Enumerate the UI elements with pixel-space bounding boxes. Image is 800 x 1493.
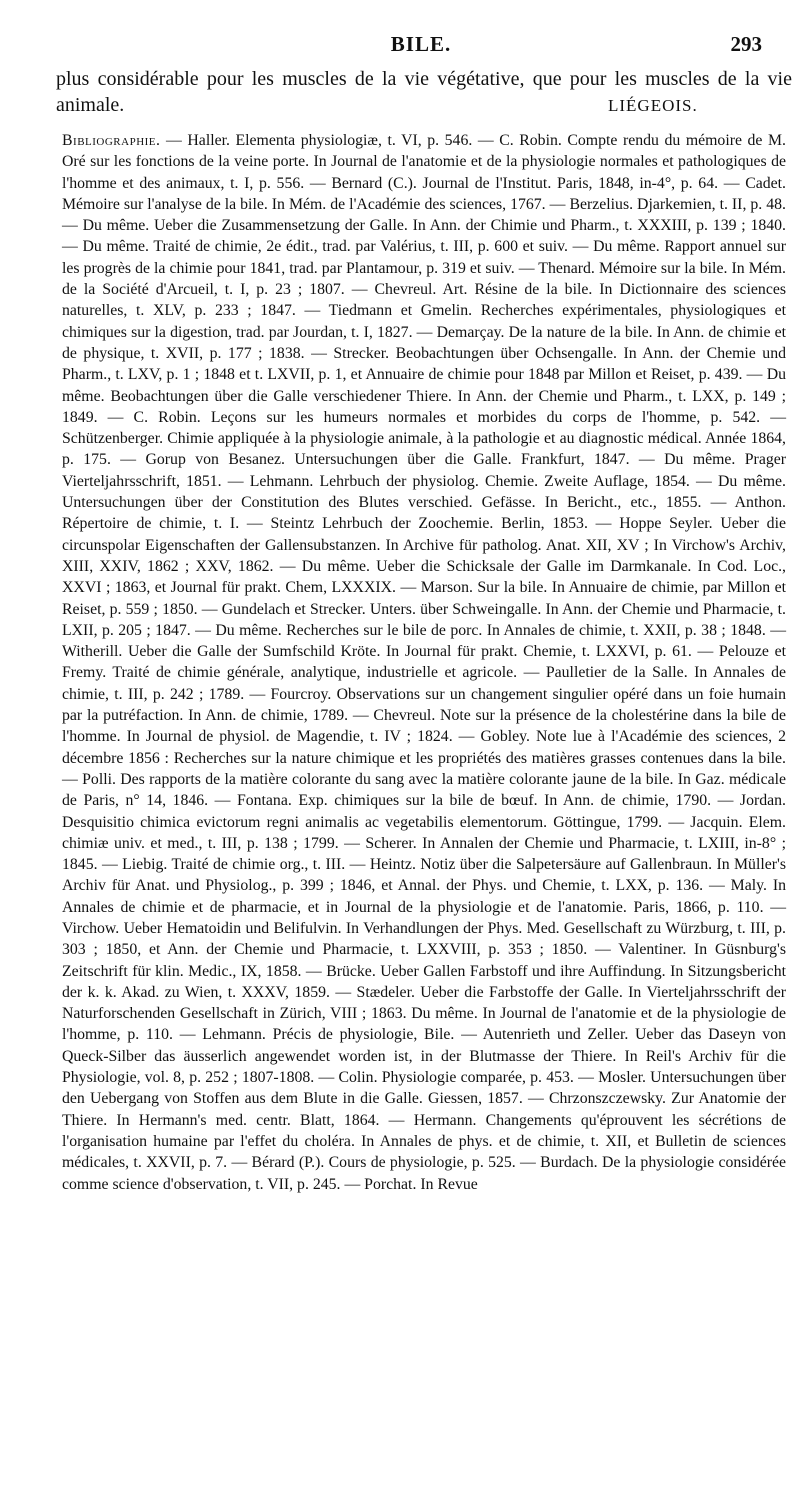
intro-paragraph: plus considérable pour les muscles de la vie végétative, que pour les muscles de la vie animale.: [56, 68, 792, 116]
page-header: [62, 32, 780, 64]
running-head: BILE.: [390, 32, 452, 56]
page-number: 293: [730, 32, 762, 56]
bibliography-paragraph: [62, 130, 786, 1195]
bibliography-text: — Haller. Elementa physiologiæ, t. VI, p. 546. — C. Robin. Compte rendu du mémoire de M. Oré sur les fonctions de la veine porte. In Journal de l'anatomie et de la physiologie normales et pathologiques de l'homme et des animaux, t. I, p. 556. — Bernard (C.). Journal de l'Institut. Paris, 1848, in-4°, p. 64. — Cadet. Mémoire sur l'analyse de la bile. In Mém. de l'Académie des sciences, 1767. — Berzelius. Djarkemien, t. II, p. 48. — Du même. Ueber die Zusammensetzung der Galle. In Ann. der Chimie und Pharm., t. XXXIII, p. 139 ; 1840. — Du même. Traité de chimie, 2e édit., trad. par Valérius, t. III, p. 600 et suiv. — Du même. Rapport annuel sur les progrès de la chimie pour 1841, trad. par Plantamour, p. 319 et suiv. — Thenard. Mémoire sur la bile. In Mém. de la Société d'Arcueil, t. I, p. 23 ; 1807. — Chevreul. Art. Résine de la bile. In Dictionnaire des sciences naturelles, t. XLV, p. 233 ; 1847. — Tiedmann et Gmelin. Recherches expérimentales, physiologiques et chimiques sur la digestion, trad. par Jourdan, t. I, 1827. — Demarçay. De la nature de la bile. In Ann. de chimie et de physique, t. XVII, p. 177 ; 1838. — Strecker. Beobachtungen über Ochsengalle. In Ann. der Chemie und Pharm., t. LXV, p. 1 ; 1848 et t. LXVII, p. 1, et Annuaire de chimie pour 1848 par Millon et Reiset, p. 439. — Du même. Beobachtungen über die Galle verschiedener Thiere. In Ann. der Chemie und Pharm., t. LXX, p. 149 ; 1849. — C. Robin. Leçons sur les humeurs normales et morbides du corps de l'homme, p. 542. — Schützenberger. Chimie appliquée à la physiologie animale, à la pathologie et au diagnostic médical. Année 1864, p. 175. — Gorup von Besanez. Untersuchungen über die Galle. Frankfurt, 1847. — Du même. Prager Vierteljahrsschrift, 1851. — Lehmann. Lehrbuch der physiolog. Chemie. Zweite Auflage, 1854. — Du même. Untersuchungen über der Constitution des Blutes verschied. Gefässe. In Bericht., etc., 1855. — Anthon. Répertoire de chimie, t. I. — Steintz Lehrbuch der Zoochemie. Berlin, 1853. — Hoppe Seyler. Ueber die circunspolar Eigenschaften der Gallensubstanzen. In Archive für patholog. Anat. XII, XV ; In Virchow's Archiv, XIII, XXIV, 1862 ; XXV, 1862. — Du même. Ueber die Schicksale der Galle im Darmkanale. In Cod. Loc., XXVI ; 1863, et Journal für prakt. Chem, LXXXIX. — Marson. Sur la bile. In Annuaire de chimie, par Millon et Reiset, p. 559 ; 1850. — Gundelach et Strecker. Unters. über Schweingalle. In Ann. der Chemie und Pharmacie, t. LXII, p. 205 ; 1847. — Du même. Recherches sur le bile de porc. In Annales de chimie, t. XXII, p. 38 ; 1848. — Witherill. Ueber die Galle der Sumfschild Kröte. In Journal für prakt. Chemie, t. LXXVI, p. 61. — Pelouze et Fremy. Traité de chimie générale, analytique, industrielle et agricole. — Paulletier de la Salle. In Annales de chimie, t. III, p. 242 ; 1789. — Fourcroy. Observations sur un changement singulier opéré dans un foie humain par la putréfaction. In Ann. de chimie, 1789. — Chevreul. Note sur la présence de la cholestérine dans la bile de l'homme. In Journal de physiol. de Magendie, t. IV ; 1824. — Gobley. Note lue à l'Académie des sciences, 2 décembre 1856 : Recherches sur la nature chimique et les propriétés des matières grasses contenues dans la bile. — Polli. Des rapports de la matière colorante du sang avec la matière colorante jaune de la bile. In Gaz. médicale de Paris, n° 14, 1846. — Fontana. Exp. chimiques sur la bile de bœuf. In Ann. de chimie, 1790. — Jordan. Desquisitio chimica evictorum regni animalis ac vegetabilis elementorum. Göttingue, 1799. — Jacquin. Elem. chimiæ univ. et med., t. III, p. 138 ; 1799. — Scherer. In Annalen der Chemie und Pharmacie, t. LXIII, in-8° ; 1845. — Liebig. Traité de chimie org., t. III. — Heintz. Notiz über die Salpetersäure auf Gallenbraun. In Müller's Archiv für Anat. und Physiolog., p. 399 ; 1846, et Annal. der Phys. und Chemie, t. LXX, p. 136. — Maly. In Annales de chimie et de pharmacie, et in Journal de la physiologie et de l'anatomie. Paris, 1866, p. 110. — Virchow. Ueber Hematoidin und Belifulvin. In Verhandlungen der Phys. Med. Gesellschaft zu Würzburg, t. III, p. 303 ; 1850, et Ann. der Chemie und Pharmacie, t. LXXVIII, p. 353 ; 1850. — Valentiner. In Güsnburg's Zeitschrift für klin. Medic., IX, 1858. — Brücke. Ueber Gallen Farbstoff und ihre Auffindung. In Sitzungsbericht der k. k. Akad. zu Wien, t. XXXV, 1859. — Stædeler. Ueber die Farbstoffe der Galle. In Vierteljahrsschrift der Naturforschenden Gesellschaft in Zürich, VIII ; 1863. Du même. In Journal de l'anatomie et de la physiologie de l'homme, p. 110. — Lehmann. Précis de physiologie, Bile. — Autenrieth und Zeller. Ueber das Daseyn von Queck-Silber das äusserlich angewendet worden ist, in der Blutmasse der Thiere. In Reil's Archiv für die Physiologie, vol. 8, p. 252 ; 1807-1808. — Colin. Physiologie comparée, p. 453. — Mosler. Untersuchungen über den Uebergang von Stoffen aus dem Blute in die Galle. Giessen, 1857. — Chrzonszczewsky. Zur Anatomie der Thiere. In Hermann's med. centr. Blatt, 1864. — Hermann. Changements qu'éprouvent les sécrétions de l'organisation humaine par l'effet du choléra. In Annales de phys. et de chimie, t. XII, et Bulletin de sciences médicales, t. XXVII, p. 7. — Bérard (P.). Cours de physiologie, p. 525. — Burdach. De la physiologie considérée comme science d'observation, t. VII, p. 245. — Porchat. In Revue: [62, 132, 786, 1193]
bibliography-section: [62, 130, 786, 1195]
bibliography-heading: Bibliographie.: [62, 132, 161, 149]
article-author: LIÉGEOIS.: [608, 96, 698, 115]
